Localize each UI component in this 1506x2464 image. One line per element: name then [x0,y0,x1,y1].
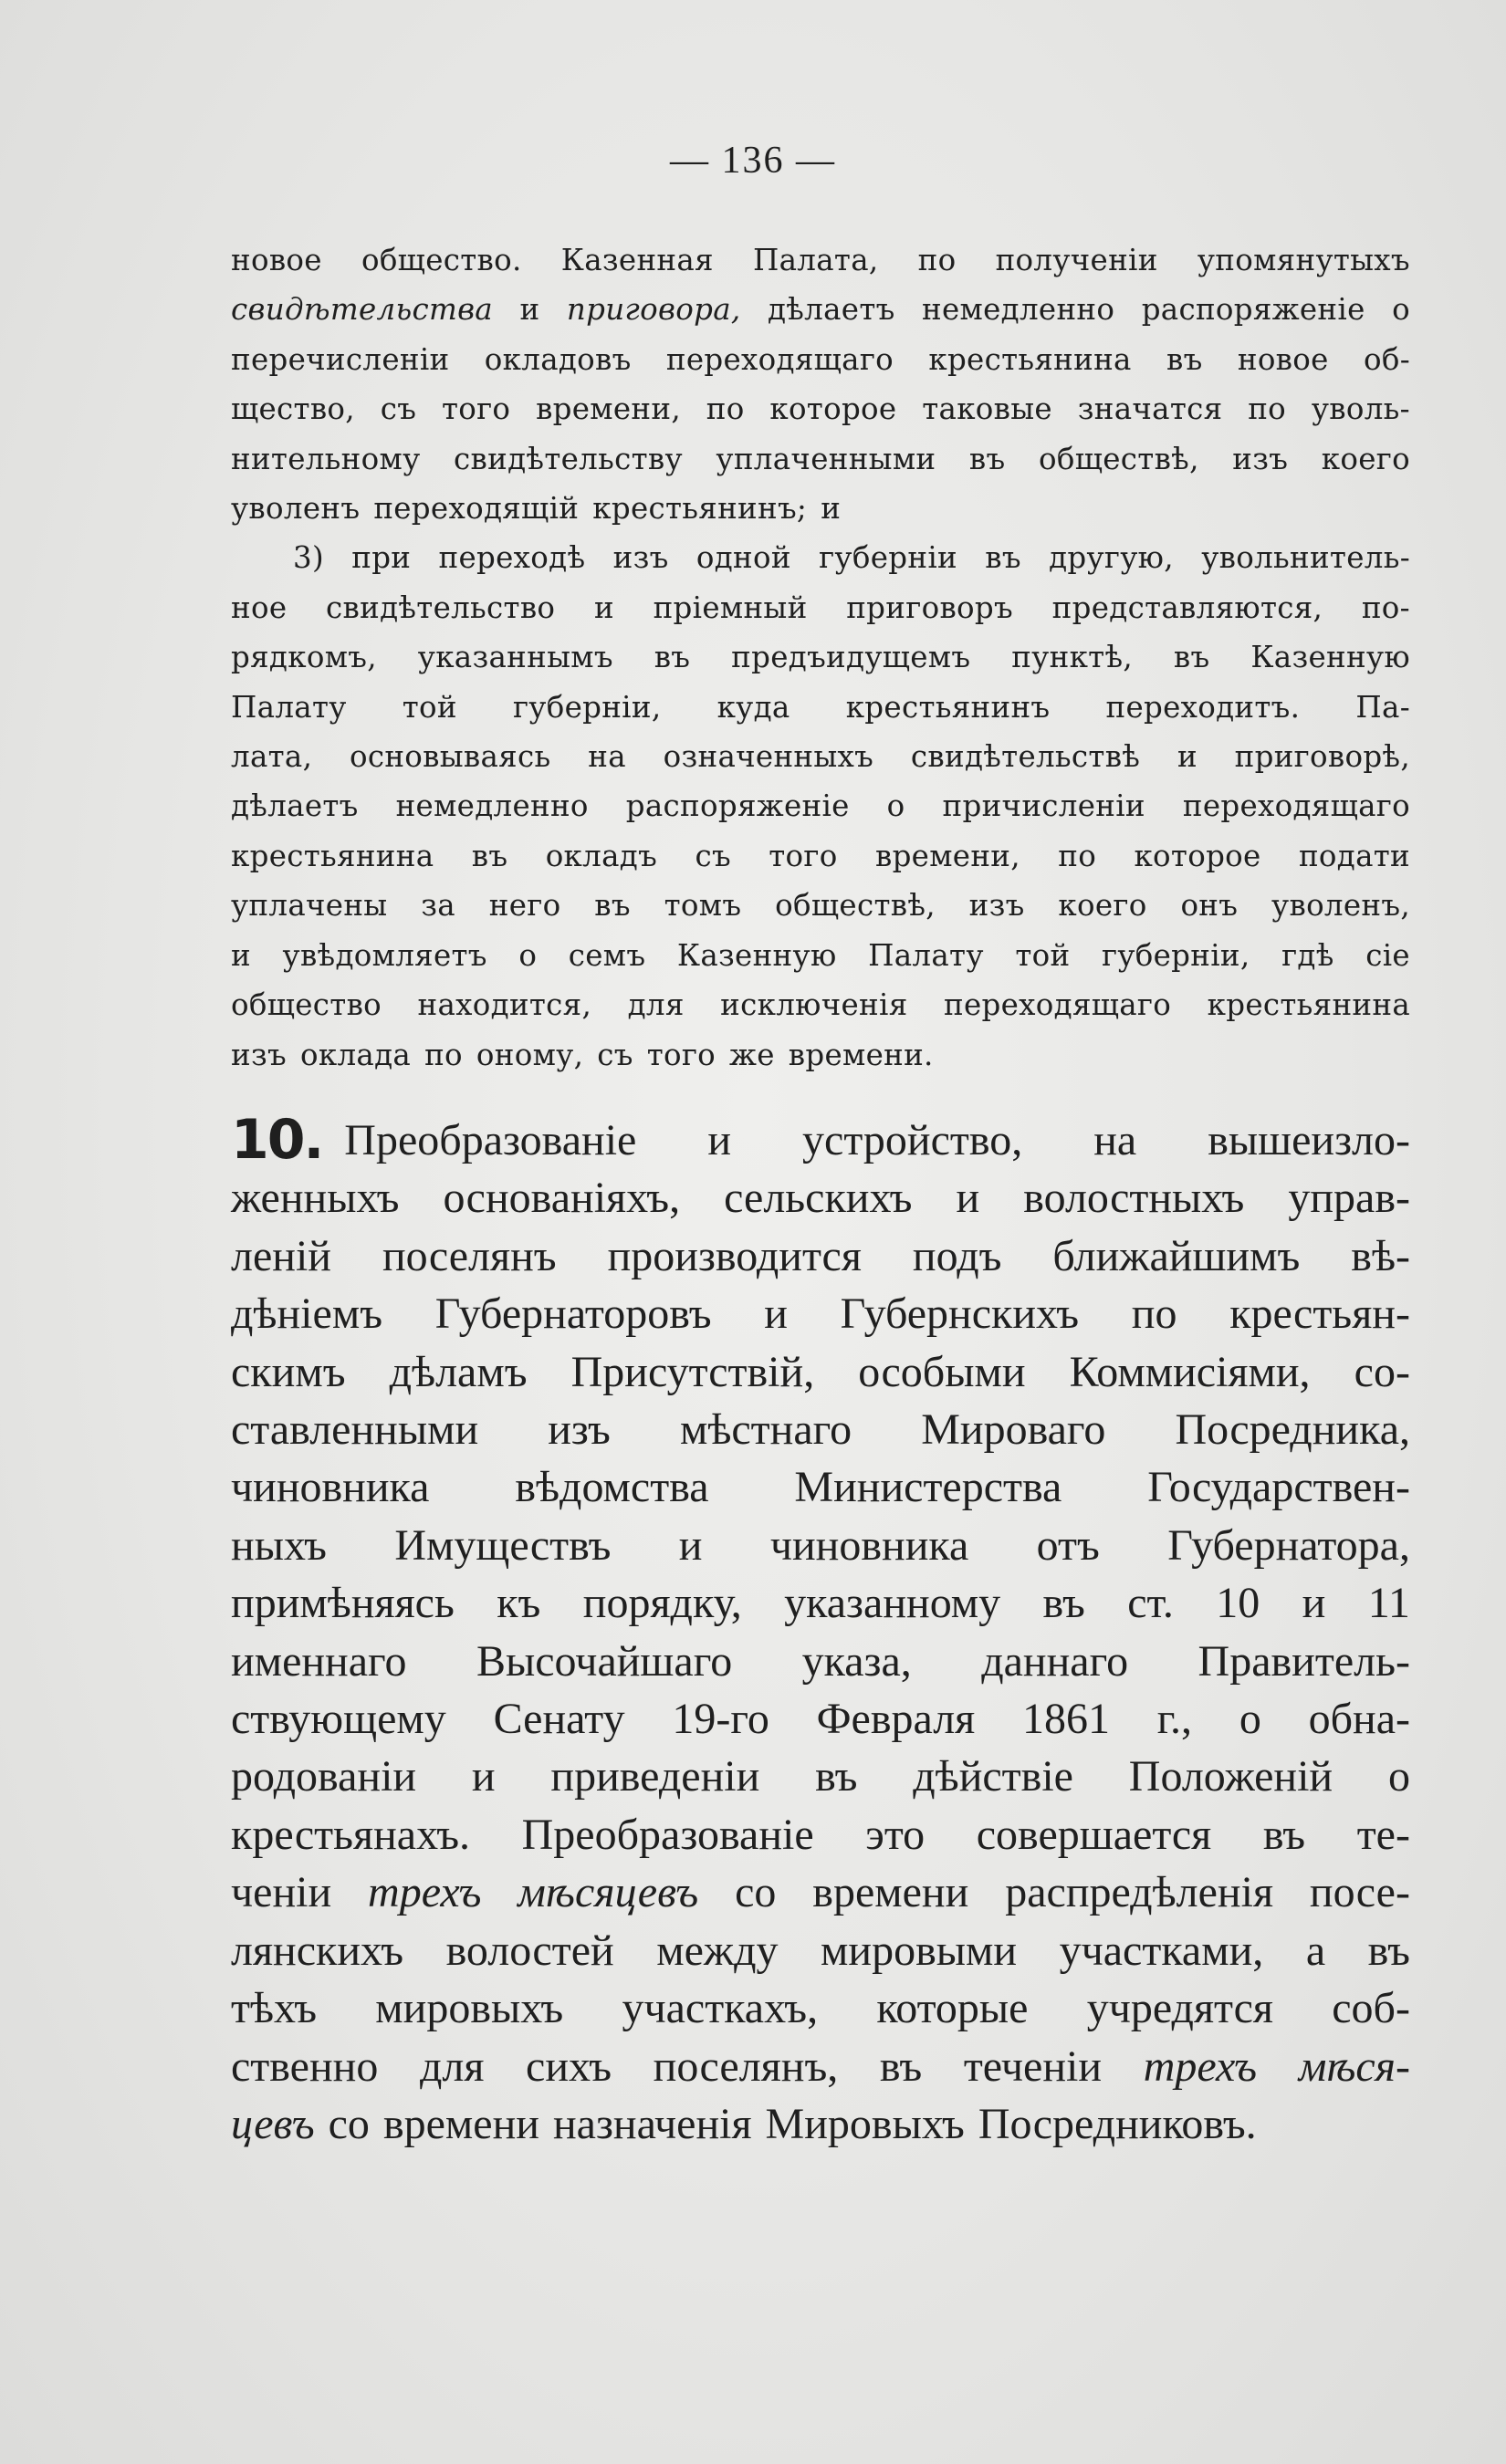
word: о [886,788,905,824]
word: Палату [868,937,984,973]
word: въ [968,441,1006,476]
word: въ [1173,640,1210,675]
word: времени [812,1868,969,1917]
word: трехъ [368,1868,482,1917]
word: представляются, [1051,590,1323,625]
word: мѣстнаго [679,1405,852,1455]
word: Палата, [752,243,879,277]
word: Казенная [560,243,714,277]
section-number: 10. [231,1108,323,1172]
word: поселянъ, [653,2041,839,2091]
word: для [419,2041,485,2091]
word: чиновника [231,1463,430,1512]
word: крестьян- [1229,1289,1410,1339]
word: къ [497,1579,541,1628]
page-number: — 136 — [670,140,836,182]
word: въ [879,2041,923,2091]
word: съ [380,392,417,427]
word: свидѣтельства [231,292,493,328]
word: и [707,1116,732,1164]
word: трехъ [1143,2041,1258,2091]
word: которое [1134,838,1261,873]
word: нительному [231,441,421,476]
word: и [1302,1579,1326,1628]
word: томъ [664,888,742,924]
word: г., [1156,1695,1193,1744]
word: поселянъ [382,1231,557,1280]
word: дѣлаетъ [767,292,895,328]
text-line [231,1922,1410,1979]
word: порядку, [582,1579,742,1628]
word: крестьянина [928,341,1132,377]
text-line [231,1748,1410,1805]
text-line [231,781,1410,830]
text-line [231,1979,1410,2037]
word: куда [716,689,790,725]
word: 1861 [1022,1695,1111,1744]
word: Губернскихъ [840,1289,1080,1339]
word: учредятся [1086,1984,1273,2033]
word: основаніяхъ, [443,1174,681,1223]
text-line [231,1633,1410,1690]
text-line [231,484,1410,533]
word: указанному [784,1579,1001,1628]
word: въ [985,540,1021,576]
word: об- [1363,341,1410,377]
word: Казенную [1250,640,1410,675]
text-line [231,1108,1410,1172]
word: окладъ [545,838,658,873]
word: крестьянина [231,838,434,873]
word: губерніи, [512,689,662,725]
word: общество [231,987,382,1023]
word: дѣламъ [389,1347,528,1396]
text-line [231,583,1410,632]
word: дѣніемъ [231,1289,383,1339]
word: при [351,540,412,576]
word: которое [769,392,897,427]
word: чиновника [769,1520,969,1570]
word: именнаго [231,1636,407,1686]
word: и [821,491,842,527]
word: онъ [1180,888,1239,924]
word: крестьянинъ; [592,491,808,527]
word: волостей [445,1926,614,1975]
word: оному, [476,1037,584,1072]
word: соб- [1332,1984,1410,2033]
word: приведеніи [550,1752,760,1801]
word: Посредника, [1175,1405,1410,1455]
word: и [764,1289,788,1339]
word: переходящаго [944,987,1172,1023]
word: уплаченными [716,441,936,476]
word: ное [231,590,288,625]
word: распоряженіе [1141,292,1365,328]
word: это [865,1810,926,1859]
word: Губернатора, [1167,1520,1410,1570]
word: пунктѣ, [1011,640,1133,675]
word: по [1131,1289,1177,1339]
word: по [917,243,957,277]
word: рядкомъ, [231,640,377,675]
word: ближайшимъ [1052,1231,1301,1280]
word: родованіи [231,1752,417,1801]
word: свидѣтельство [326,590,556,625]
word: съ [597,1037,633,1072]
word: Имуществъ [394,1520,612,1570]
word: со [735,1868,777,1917]
word: Преобразованіе [344,1116,637,1164]
word: подъ [912,1231,1002,1280]
word: переходѣ [438,540,586,576]
word: 11 [1367,1579,1410,1628]
word: той [1015,937,1071,973]
word: крестьянахъ. [231,1810,471,1859]
word: увольнитель- [1201,540,1410,576]
word: семъ [568,937,646,973]
word: 19-го [672,1695,769,1744]
word: времени, [874,838,1020,873]
word: въ [471,838,508,873]
word: Преобразованіе [521,1810,814,1859]
word: мировыми [821,1926,1018,1975]
word: и [678,1520,703,1570]
word: того [441,392,511,427]
word: гдѣ [1281,937,1334,973]
word: участками, [1059,1926,1264,1975]
word: и [519,292,540,328]
text-line [231,1458,1410,1516]
word: одной [695,540,791,576]
word: Коммисіями, [1069,1347,1311,1396]
text-line [231,831,1410,881]
word: 10 [1216,1579,1260,1628]
text-line [231,1343,1410,1401]
word: Февраля [816,1695,976,1744]
word: вѣдомства [515,1463,709,1512]
word: немедленно [922,292,1115,328]
word: ственно [231,2041,379,2091]
word: управ- [1288,1174,1410,1223]
word: 3) [293,540,324,576]
word: со- [1354,1347,1410,1396]
text-line [231,1517,1410,1574]
word: переходитъ. [1105,689,1301,725]
word: тѣхъ [231,1984,318,2033]
word: о [1239,1695,1261,1744]
article-10-text [231,1108,1410,2153]
article-9-text [231,235,1410,1080]
word: скимъ [231,1347,346,1396]
word: о [518,937,538,973]
word: обна- [1308,1695,1410,1744]
word: по- [1361,590,1410,625]
word: лянскихъ [231,1926,404,1975]
word: сельскихъ [724,1174,913,1223]
word: времени. [788,1037,934,1072]
word: и [1177,739,1197,775]
word: основываясь [349,739,551,775]
word: полученіи [995,243,1158,277]
word: особыми [858,1347,1026,1396]
text-line [231,632,1410,682]
word: съ [695,838,731,873]
text-line [231,335,1410,384]
word: леній [231,1231,331,1280]
word: со [328,2099,370,2148]
word: Государствен- [1147,1463,1410,1512]
word: Па- [1355,689,1410,725]
text-line [231,1401,1410,1458]
word: приговора, [566,292,741,328]
word: новое [231,243,322,277]
word: вѣ- [1351,1231,1410,1280]
word: и [231,937,251,973]
word: изъ [1232,441,1289,476]
text-line [231,285,1410,334]
word: губерніи, [1102,937,1250,973]
word: Положеній [1128,1752,1333,1801]
word: оклада [299,1037,412,1072]
word: указа, [801,1636,912,1686]
word: устройство, [802,1116,1023,1164]
word: Посредниковъ. [978,2099,1257,2148]
text-line [231,881,1410,930]
word: губерніи [819,540,957,576]
word: въ [1262,1810,1306,1859]
word: обществѣ, [775,888,936,924]
word: увѣдомляетъ [282,937,487,973]
word: Высочайшаго [476,1636,733,1686]
word: посе- [1309,1868,1410,1917]
word: те- [1356,1810,1410,1859]
text-line [231,2038,1410,2095]
word: между [656,1926,779,1975]
text-line [231,1574,1410,1632]
word: примѣняясь [231,1579,455,1628]
word: о [1392,292,1410,328]
word: переходящій [373,491,580,527]
word: въ [815,1752,858,1801]
word: свидѣтельству [454,441,683,476]
word: распоряженіе [625,788,850,824]
word: мѣся- [1298,2041,1410,2091]
word: того [769,838,838,873]
text-line [231,384,1410,433]
word: и [593,590,614,625]
word: лата, [231,739,313,775]
word: перечисленіи [231,341,450,377]
word: Сенату [493,1695,625,1744]
word: дѣлаетъ [231,788,359,824]
text-line [231,1030,1410,1080]
word: а [1305,1926,1326,1975]
text-line [231,980,1410,1029]
word: крестьянина [1207,987,1410,1023]
word: даннаго [981,1636,1129,1686]
word: Министерства [794,1463,1062,1512]
word: той [402,689,457,725]
word: уволь- [1311,392,1410,427]
word: Мировыхъ [765,2099,965,2148]
word: по [424,1037,463,1072]
word: изъ [548,1405,611,1455]
word: распредѣленія [1005,1868,1274,1917]
word: ст. [1127,1579,1174,1628]
word: упомянутыхъ [1197,243,1410,277]
text-line [231,683,1410,732]
word: уволенъ, [1271,888,1410,924]
word: въ [594,888,631,924]
word: времени, [536,392,681,427]
word: исключенія [720,987,908,1023]
text-line [231,533,1410,582]
word: Палату [231,689,347,725]
word: производится [607,1231,862,1280]
text-line [231,1227,1410,1285]
word: переходящаго [665,341,894,377]
word: теченіи [963,2041,1103,2091]
word: о [1387,1752,1410,1801]
word: мѣсяцевъ [518,1868,699,1917]
word: Присутствій, [570,1347,815,1396]
word: подати [1298,838,1410,873]
word: ставленными [231,1405,479,1455]
word: сихъ [526,2041,612,2091]
word: въ [1367,1926,1410,1975]
text-line [231,1806,1410,1864]
word: по [706,392,745,427]
word: ствующему [231,1695,446,1744]
word: него [488,888,561,924]
word: мировыхъ [375,1984,564,2033]
word: обществѣ, [1039,441,1199,476]
word: окладовъ [484,341,632,377]
word: въ [1166,341,1203,377]
word: женныхъ [231,1174,400,1223]
word: ченіи [231,1868,332,1917]
word: времени [382,2099,539,2148]
word: уволенъ [231,491,361,527]
word: въ [654,640,691,675]
word: на [1093,1116,1137,1164]
word: указаннымъ [417,640,613,675]
text-line [231,1690,1410,1748]
word: по [1058,838,1097,873]
word: же [729,1037,775,1072]
word: пріемный [653,590,808,625]
word: въ [1042,1579,1085,1628]
text-line [231,235,1410,285]
word: крестьянинъ [845,689,1051,725]
word: изъ [612,540,669,576]
word: приговоръ [846,590,1013,625]
text-line [231,1169,1410,1227]
text-line [231,1864,1410,1921]
text-line [231,1285,1410,1342]
word: дѣйствіе [913,1752,1073,1801]
word: предъидущемъ [731,640,971,675]
word: волостныхъ [1023,1174,1245,1223]
word: и [471,1752,496,1801]
word: значатся [1077,392,1223,427]
word: коего [1321,441,1410,476]
word: Губернаторовъ [434,1289,712,1339]
word: отъ [1036,1520,1100,1570]
word: таковые [922,392,1052,427]
word: назначенія [552,2099,752,2148]
word: коего [1058,888,1147,924]
word: причисленіи [942,788,1145,824]
word: Правитель- [1197,1636,1410,1686]
text-line [231,732,1410,781]
word: того [646,1037,716,1072]
word: щество, [231,392,355,427]
word: приговорѣ, [1234,739,1410,775]
word: свидѣтельствѣ [910,739,1141,775]
word: сіе [1365,937,1410,973]
word: находится, [417,987,592,1023]
text-line [231,434,1410,484]
word: для [627,987,685,1023]
word: участкахъ, [622,1984,819,2033]
word: которые [876,1984,1029,2033]
word: совершается [976,1810,1212,1859]
word: ныхъ [231,1520,327,1570]
word: новое [1237,341,1329,377]
word: и [956,1174,980,1223]
word: Казенную [676,937,837,973]
word: Мироваго [921,1405,1106,1455]
word: по [1248,392,1287,427]
word: другую, [1049,540,1174,576]
text-line [231,2095,1410,2153]
word: изъ [968,888,1025,924]
word: немедленно [395,788,589,824]
word: изъ [231,1037,287,1072]
word: переходящаго [1182,788,1410,824]
word: за [421,888,455,924]
word: означенныхъ [663,739,874,775]
word: цевъ [231,2099,315,2148]
word: общество. [361,243,522,277]
word: вышеизло- [1208,1116,1410,1164]
text-line [231,931,1410,980]
word: уплачены [231,888,388,924]
word: на [588,739,626,775]
